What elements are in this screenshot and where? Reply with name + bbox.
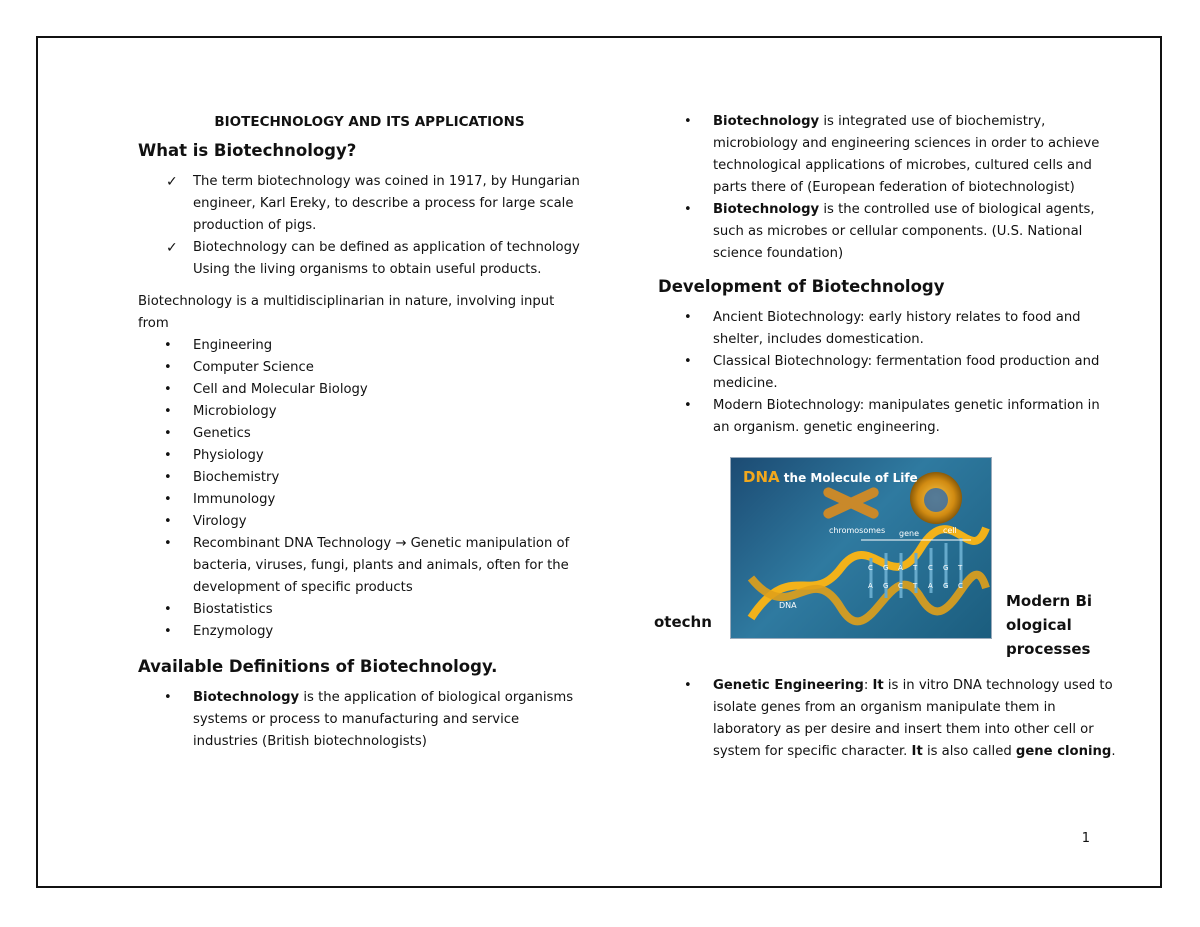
what-is-heading: What is Biotechnology? — [138, 141, 357, 160]
base-letter: G — [943, 582, 949, 590]
disciplines-list — [138, 335, 583, 643]
list-item: • Engineering — [138, 335, 583, 357]
list-item: • Biotechnology is the application of biological organisms systems or process to manufacturing and service industries (British biotechnologists) — [138, 687, 583, 753]
bullet-icon: • — [164, 338, 172, 353]
bullet-icon: • — [684, 678, 692, 693]
cell-label: cell — [943, 526, 957, 535]
bullet-icon: • — [684, 202, 692, 217]
page-number: 1 — [1081, 831, 1090, 846]
list-item: • Genetics — [138, 423, 583, 445]
list-item: • Virology — [138, 511, 583, 533]
list-item: • Immunology — [138, 489, 583, 511]
list-item: • Physiology — [138, 445, 583, 467]
list-item: • Classical Biotechnology: fermentation food production and medicine. — [658, 351, 1118, 395]
base-letter: C — [868, 564, 873, 572]
image-title: DNA the Molecule of Life — [743, 468, 918, 486]
bullet-icon: • — [164, 404, 172, 419]
right-column — [654, 111, 1118, 763]
base-letter: C — [898, 582, 903, 590]
list-item: • Microbiology — [138, 401, 583, 423]
bullet-icon: • — [164, 492, 172, 507]
bullet-icon: • — [164, 360, 172, 375]
bullet-icon: • — [164, 426, 172, 441]
multidisciplinary-intro: Biotechnology is a multidisciplinarian in nature, involving input from — [138, 294, 555, 331]
list-item: • Ancient Biotechnology: early history relates to food and shelter, includes domestication. — [658, 307, 1118, 351]
document-title: BIOTECHNOLOGY AND ITS APPLICATIONS — [214, 114, 525, 130]
gene-label: gene — [899, 529, 919, 538]
bullet-icon: • — [164, 470, 172, 485]
bullet-icon: • — [164, 514, 172, 529]
bullet-icon: • — [164, 448, 172, 463]
what-is-list — [138, 171, 583, 281]
list-item: • Computer Science — [138, 357, 583, 379]
bullet-icon: • — [684, 354, 692, 369]
base-letter: C — [958, 582, 963, 590]
list-item: • Recombinant DNA Technology → Genetic manipulation of bacteria, viruses, fungi, plants and animals, often for the development of specific products — [138, 533, 583, 599]
list-item: • Genetic Engineering: It is in vitro DNA technology used to isolate genes from an organism manipulate them in laboratory as per desire and insert them into other cell or system for specific character. It is also called gene cloning. — [658, 675, 1118, 763]
list-item: • Enzymology — [138, 621, 583, 643]
list-item: • Biostatistics — [138, 599, 583, 621]
list-item: • Biotechnology is integrated use of biochemistry, microbiology and engineering sciences in order to achieve technological applications of microbes, cultured cells and parts there of (European federation of biotechnologist) — [658, 111, 1118, 199]
bullet-icon: • — [684, 398, 692, 413]
genetic-engineering-list — [658, 675, 1118, 763]
list-item: • Cell and Molecular Biology — [138, 379, 583, 401]
base-letter: A — [898, 564, 903, 572]
document-page — [36, 36, 1162, 888]
list-item: • Biochemistry — [138, 467, 583, 489]
development-list — [658, 307, 1118, 439]
base-letter: G — [883, 582, 889, 590]
base-letter: T — [958, 564, 963, 572]
left-column — [138, 111, 583, 753]
base-letter: G — [883, 564, 889, 572]
figure-caption-fragment: otechn — [654, 613, 712, 631]
bullet-icon: • — [164, 690, 172, 705]
bullet-icon: • — [164, 382, 172, 397]
dna-molecule-image — [730, 457, 992, 639]
base-letter: T — [913, 564, 918, 572]
checkmark-icon: ✓ — [166, 174, 178, 190]
base-letter: C — [928, 564, 933, 572]
list-item: ✓ Biotechnology can be defined as application of technology Using the living organisms to obtain useful products. — [138, 237, 583, 281]
list-item: • Modern Biotechnology: manipulates genetic information in an organism. genetic engineering. — [658, 395, 1118, 439]
list-item: • Biotechnology is the controlled use of biological agents, such as microbes or cellular components. (U.S. National science foundation) — [658, 199, 1118, 265]
base-letter: A — [868, 582, 873, 590]
bullet-icon: • — [164, 536, 172, 551]
chromosomes-label: chromosomes — [829, 526, 886, 535]
bullet-icon: • — [684, 310, 692, 325]
base-letter: G — [943, 564, 949, 572]
bullet-icon: • — [164, 624, 172, 639]
definitions-list-left — [138, 687, 583, 753]
development-heading: Development of Biotechnology — [658, 277, 945, 296]
bullet-icon: • — [164, 602, 172, 617]
dna-label: DNA — [779, 601, 797, 610]
list-item: ✓ The term biotechnology was coined in 1917, by Hungarian engineer, Karl Ereky, to describe a process for large scale production of pigs. — [138, 171, 583, 237]
base-letter: T — [913, 582, 918, 590]
chromosome-graphic — [822, 486, 881, 520]
figure-caption-right: Modern Bi ological processes — [1006, 592, 1093, 658]
bullet-icon: • — [684, 114, 692, 129]
figure-row — [654, 451, 1118, 671]
definitions-list-right — [658, 111, 1118, 265]
checkmark-icon: ✓ — [166, 240, 178, 256]
definitions-heading: Available Definitions of Biotechnology. — [138, 657, 498, 676]
base-letter: A — [928, 582, 933, 590]
